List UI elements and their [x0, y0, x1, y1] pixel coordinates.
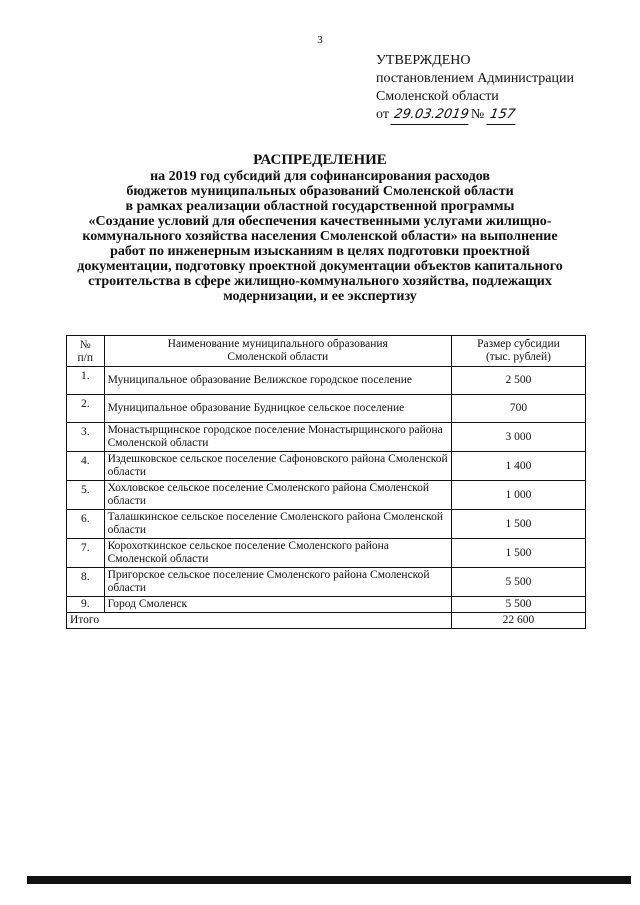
row-num: 6.	[67, 510, 105, 539]
approval-line-1: постановлением Администрации	[376, 71, 574, 86]
approval-date-line	[376, 106, 616, 125]
row-name: Пригорское сельское поселение Смоленского района Смоленской области	[104, 568, 451, 597]
row-amount: 1 500	[451, 539, 585, 568]
row-amount: 3 000	[451, 423, 585, 452]
row-amount: 700	[451, 395, 585, 423]
table-row	[67, 395, 586, 423]
row-amount: 1 400	[451, 452, 585, 481]
row-amount: 5 500	[451, 568, 585, 597]
header-amount: Размер субсидии (тыс. рублей)	[451, 336, 585, 367]
title-line: в рамках реализации областной государственной программы	[125, 199, 515, 214]
table-row	[67, 568, 586, 597]
row-num: 1.	[67, 367, 105, 395]
title-line: строительства в сфере жилищно-коммунального хозяйства, подлежащих	[88, 274, 552, 289]
handwritten-number: 157	[486, 106, 518, 125]
document-title	[60, 153, 580, 304]
row-amount: 1 000	[451, 481, 585, 510]
date-prefix: от	[376, 107, 389, 122]
row-num: 7.	[67, 539, 105, 568]
row-name: Издешковское сельское поселение Сафоновского района Смоленской области	[104, 452, 451, 481]
handwritten-date: 29.03.2019	[391, 106, 473, 125]
number-prefix: №	[470, 107, 485, 122]
table-row	[67, 539, 586, 568]
title-line: документации, подготовку проектной документации объектов капитального	[77, 259, 563, 274]
header-name: Наименование муниципального образования Смоленской области	[104, 336, 451, 367]
header-num: № п/п	[67, 336, 105, 367]
title-line: модернизации, и ее экспертизу	[223, 289, 417, 304]
title-line: работ по инженерным изысканиям в целях подготовки проектной	[110, 244, 530, 259]
table-row	[67, 510, 586, 539]
row-name: Талашкинское сельское поселение Смоленского района Смоленской области	[104, 510, 451, 539]
table-row	[67, 597, 586, 613]
row-num: 4.	[67, 452, 105, 481]
title-heading: РАСПРЕДЕЛЕНИЕ	[253, 152, 387, 168]
page-number: 3	[317, 34, 323, 46]
table-row	[67, 423, 586, 452]
row-name: Муниципальное образование Велижское городское поселение	[104, 367, 451, 395]
approval-line-2: Смоленской области	[376, 89, 499, 104]
title-line: бюджетов муниципальных образований Смоленской области	[126, 184, 514, 199]
total-label: Итого	[67, 613, 452, 629]
title-line: «Создание условий для обеспечения качественными услугами жилищно-	[88, 214, 552, 229]
row-num: 2.	[67, 395, 105, 423]
row-name: Корохоткинское сельское поселение Смоленского района Смоленской области	[104, 539, 451, 568]
table-row	[67, 367, 586, 395]
row-name: Монастырщинское городское поселение Монастырщинского района Смоленской области	[104, 423, 451, 452]
row-num: 5.	[67, 481, 105, 510]
subsidy-table	[66, 335, 586, 629]
row-num: 8.	[67, 568, 105, 597]
table-row	[67, 452, 586, 481]
title-line: на 2019 год субсидий для софинансирования расходов	[150, 169, 490, 184]
total-amount: 22 600	[451, 613, 585, 629]
row-num: 3.	[67, 423, 105, 452]
scan-edge-bar	[27, 876, 631, 884]
table-row	[67, 481, 586, 510]
approval-title: УТВЕРЖДЕНО	[376, 53, 471, 68]
total-row	[67, 613, 586, 629]
row-name: Город Смоленск	[104, 597, 451, 613]
row-num: 9.	[67, 597, 105, 613]
table-header-row	[67, 336, 586, 367]
row-name: Муниципальное образование Будницкое сельское поселение	[104, 395, 451, 423]
title-line: коммунального хозяйства населения Смоленской области» на выполнение	[82, 229, 558, 244]
approval-stamp	[376, 52, 616, 125]
row-amount: 1 500	[451, 510, 585, 539]
row-amount: 5 500	[451, 597, 585, 613]
row-amount: 2 500	[451, 367, 585, 395]
row-name: Хохловское сельское поселение Смоленского района Смоленской области	[104, 481, 451, 510]
